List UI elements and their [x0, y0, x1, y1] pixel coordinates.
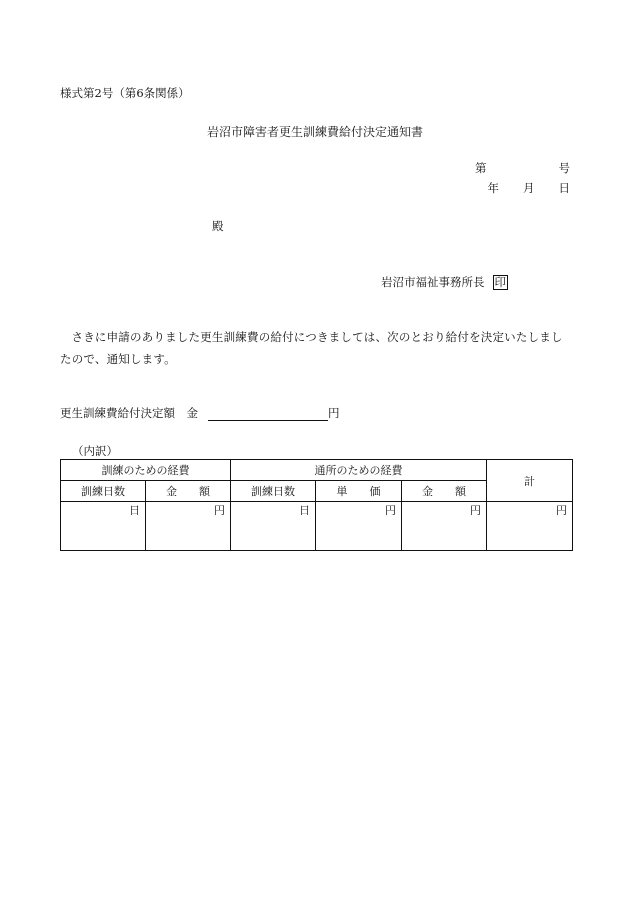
amount-line: [60, 405, 340, 421]
seal-mark: 印: [494, 275, 506, 289]
form-number: 様式第2号（第6条関係）: [60, 86, 190, 100]
col-amount-a: 金 額: [146, 481, 231, 502]
col-unit-price: 単 価: [316, 481, 402, 502]
breakdown-table: [60, 459, 573, 551]
table-row: [61, 502, 573, 551]
group-commute-header: 通所のための経費: [231, 460, 487, 481]
col-amount-b: 金 額: [402, 481, 487, 502]
total-header: 計: [487, 460, 573, 502]
table-header-row: [61, 460, 573, 481]
cell-amount-a-unit: 円: [146, 502, 231, 551]
amount-label: 更生訓練費給付決定額 金: [60, 406, 198, 420]
number-suffix: 号: [558, 161, 570, 175]
document-title: 岩沼市障害者更生訓練費給付決定通知書: [206, 125, 423, 139]
col-commute-days: 訓練日数: [231, 481, 316, 502]
date-year: 年: [487, 181, 499, 195]
cell-amount-b-unit: 円: [402, 502, 487, 551]
document-number-line: [475, 160, 570, 176]
cell-training-days-unit: 日: [61, 502, 146, 551]
cell-commute-days-unit: 日: [231, 502, 316, 551]
sender-name: 岩沼市福祉事務所長: [381, 275, 485, 289]
notice-body: さきに申請のありました更生訓練費の給付につきましては、次のとおり給付を決定いたしましたので、通知します。: [60, 330, 563, 366]
sender-block: [381, 274, 508, 290]
col-training-days: 訓練日数: [61, 481, 146, 502]
cell-unit-price-unit: 円: [316, 502, 402, 551]
date-month: 月: [523, 181, 535, 195]
amount-blank: [208, 406, 328, 421]
date-line: [488, 180, 571, 196]
amount-unit: 円: [328, 406, 340, 420]
date-day: 日: [558, 181, 570, 195]
breakdown-label: （内訳）: [72, 444, 118, 458]
addressee-honorific: 殿: [212, 219, 224, 233]
group-training-header: 訓練のための経費: [61, 460, 231, 481]
number-prefix: 第: [475, 161, 487, 175]
cell-total-unit: 円: [487, 502, 573, 551]
